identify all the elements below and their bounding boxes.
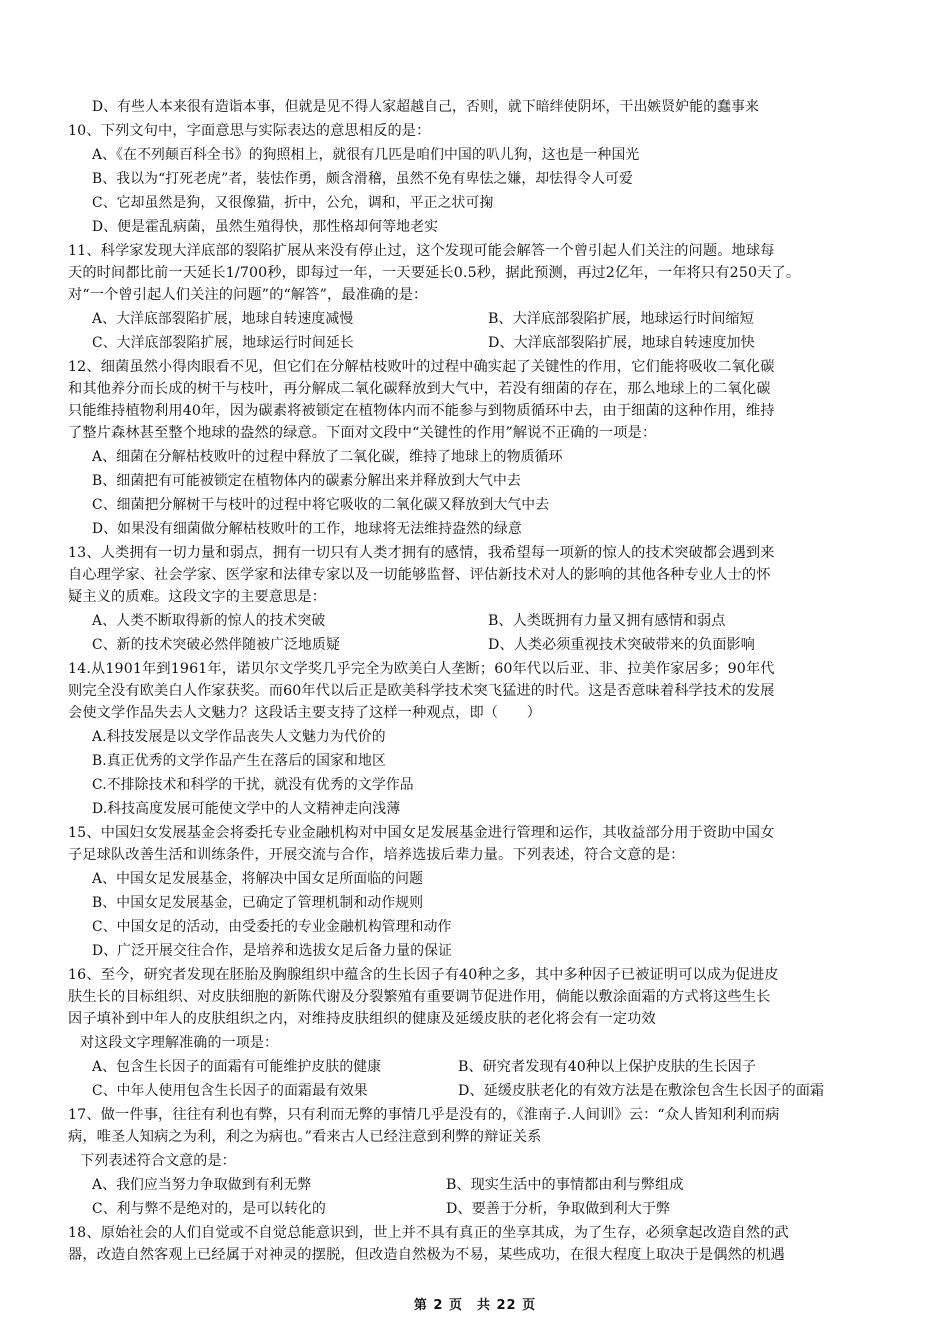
- question-16-stem: 16、至今，研究者发现在胚胎及胸腺组织中蕴含的生长因子有40种之多，其中多种因子已被证明可以成为促进皮: [68, 967, 779, 983]
- option-line: B、研究者发现有40种以上保护皮肤的生长因子: [458, 1059, 757, 1075]
- option-line: D、要善于分析，争取做到利大于弊: [446, 1201, 671, 1217]
- option-line: A、我们应当努力争取做到有利无弊: [92, 1177, 312, 1193]
- question-10-stem: 10、下列文句中，字面意思与实际表达的意思相反的是：: [68, 123, 431, 139]
- question-text: 肤生长的目标组织、对皮肤细胞的新陈代谢及分裂繁殖有重要调节促进作用，倘能以敷涂面霜的方式将这些生长: [68, 989, 771, 1005]
- option-line: C、大洋底部裂陷扩展，地球运行时间延长: [92, 335, 354, 351]
- option-line: A、大洋底部裂陷扩展，地球自转速度减慢: [92, 311, 354, 327]
- option-line: A、包含生长因子的面霜有可能维护皮肤的健康: [92, 1059, 382, 1075]
- question-text: 疑主义的质难。这段文字的主要意思是：: [68, 589, 327, 605]
- option-line: D、延缓皮肤老化的有效方法是在敷涂包含生长因子的面霜: [458, 1083, 825, 1099]
- question-text: 只能维持植物利用40年，因为碳素将被锁定在植物体内而不能参与到物质循环中去，由于细菌的这种作用，维持: [68, 403, 775, 419]
- option-line: B、我以为“打死老虎”者，装怯作勇，颇含滑稽，虽然不免有卑怯之嫌，却怯得令人可爱: [92, 171, 633, 187]
- option-line: A、《在不列颠百科全书》的狗照相上，就很有几匹是咱们中国的叭儿狗，这也是一种国光: [92, 147, 640, 163]
- option-line: D、便是霍乱病菌，虽然生殖得快，那性格却何等地老实: [92, 219, 439, 235]
- question-11-stem: 11、科学家发现大洋底部的裂陷扩展从来没有停止过，这个发现可能会解答一个曾引起人们关注的问题。地球每: [68, 243, 775, 259]
- option-line: C、中国女足的活动，由受委托的专业金融机构管理和动作: [92, 919, 452, 935]
- question-text: 会使文学作品失去人文魅力？这段话主要支持了这样一种观点，即（ ）: [68, 705, 542, 721]
- option-line: D、广泛开展交往合作，是培养和选拔女足后备力量的保证: [92, 943, 453, 959]
- page-number-footer: 第 2 页 共 22 页: [413, 1298, 537, 1313]
- option-line: D、大洋底部裂陷扩展，地球自转速度加快: [488, 335, 755, 351]
- option-line: B、中国女足发展基金，已确定了管理机制和动作规则: [92, 895, 424, 911]
- question-text: 器，改造自然客观上已经属于对神灵的摆脱，但改造自然极为不易，某些成功，在很大程度上取决于是偶然的机遇: [68, 1247, 785, 1263]
- question-prompt: 对这段文字理解准确的一项是：: [80, 1035, 279, 1051]
- question-text: 了整片森林甚至整个地球的盎然的绿意。下面对文段中“关键性的作用”解说不正确的一项是：: [68, 425, 657, 441]
- question-18-stem: 18、原始社会的人们自觉或不自觉总能意识到，世上并不具有真正的坐享其成，为了生存，必须拿起改造自然的武: [68, 1225, 789, 1241]
- question-text: 子足球队改善生活和训练条件，开展交流与合作，培养选拔后辈力量。下列表述，符合文意的是：: [68, 847, 685, 863]
- option-line: C、利与弊不是绝对的，是可以转化的: [92, 1201, 326, 1217]
- question-text: 和其他养分而长成的树干与枝叶，再分解成二氧化碳释放到大气中，若没有细菌的存在，那么地球上的二氧化碳: [68, 381, 771, 397]
- question-15-stem: 15、中国妇女发展基金会将委托专业金融机构对中国女足发展基金进行管理和运作，其收益部分用于资助中国女: [68, 825, 775, 841]
- option-line: B、细菌把有可能被锁定在植物体内的碳素分解出来并释放到大气中去: [92, 473, 521, 489]
- option-line: C、它却虽然是狗，又很像猫，折中，公允，调和，平正之状可掬: [92, 195, 494, 211]
- question-14-stem: 14.从1901年到1961年，诺贝尔文学奖几乎完全为欧美白人垄断；60年代以后亚、非、拉美作家居多；90年代: [68, 661, 775, 677]
- option-line: B、现实生活中的事情都由利与弊组成: [446, 1177, 684, 1193]
- option-line: D、人类必须重视技术突破带来的负面影响: [488, 637, 755, 653]
- question-text: 天的时间都比前一天延长1/700秒，即每过一年，一天要延长0.5秒，据此预测，再过2亿年，一年将只有250天了。: [68, 265, 801, 281]
- question-13-stem: 13、人类拥有一切力量和弱点，拥有一切只有人类才拥有的感情，我希望每一项新的惊人的技术突破都会遇到来: [68, 545, 775, 561]
- option-line: D、如果没有细菌做分解枯枝败叶的工作，地球将无法维持盎然的绿意: [92, 521, 522, 537]
- option-line: B、人类既拥有力量又拥有感情和弱点: [488, 613, 726, 629]
- question-text: 因子填补到中年人的皮肤组织之内，对维持皮肤组织的健康及延缓皮肤的老化将会有一定功效: [68, 1011, 656, 1027]
- option-line: A.科技发展是以文学作品丧失人文魅力为代价的: [92, 729, 386, 745]
- question-text: 病，唯圣人知病之为利，利之为病也。”看来古人已经注意到利弊的辩证关系: [68, 1129, 542, 1145]
- option-line: A、中国女足发展基金，将解决中国女足所面临的问题: [92, 871, 424, 887]
- question-text: 则完全没有欧美白人作家获奖。而60年代以后正是欧美科学技术突飞猛进的时代。这是否意味着科学技术的发展: [68, 683, 775, 699]
- option-line: A、人类不断取得新的惊人的技术突破: [92, 613, 326, 629]
- option-line: C、新的技术突破必然伴随被广泛地质疑: [92, 637, 340, 653]
- option-line: B.真正优秀的文学作品产生在落后的国家和地区: [92, 753, 386, 769]
- question-prompt: 下列表述符合文意的是：: [80, 1153, 236, 1169]
- option-line: D、有些人本来很有造诣本事，但就是见不得人家超越自己，否则，就下暗绊使阴坏，干出嫉贤妒能的蠢事来: [92, 99, 760, 115]
- option-line: A、细菌在分解枯枝败叶的过程中释放了二氧化碳，维持了地球上的物质循环: [92, 449, 563, 465]
- question-12-stem: 12、细菌虽然小得肉眼看不见，但它们在分解枯枝败叶的过程中确实起了关键性的作用，它们能将吸收二氧化碳: [68, 359, 775, 375]
- question-text: 自心理学家、社会学家、医学家和法律专家以及一切能够监督、评估新技术对人的影响的其他各种专业人士的怀: [68, 567, 771, 583]
- question-17-stem: 17、做一件事，往往有利也有弊，只有利而无弊的事情几乎是没有的，《淮南子.人间训》云：“众人皆知利利而病: [68, 1107, 780, 1123]
- option-line: C、中年人使用包含生长因子的面霜最有效果: [92, 1083, 368, 1099]
- option-line: B、大洋底部裂陷扩展，地球运行时间缩短: [488, 311, 754, 327]
- question-text: 对“一个曾引起人们关注的问题”的“解答”，最准确的是：: [68, 287, 428, 303]
- option-line: C.不排除技术和科学的干扰，就没有优秀的文学作品: [92, 777, 414, 793]
- option-line: D.科技高度发展可能使文学中的人文精神走向浅薄: [92, 801, 401, 817]
- option-line: C、细菌把分解树干与枝叶的过程中将它吸收的二氧化碳又释放到大气中去: [92, 497, 550, 513]
